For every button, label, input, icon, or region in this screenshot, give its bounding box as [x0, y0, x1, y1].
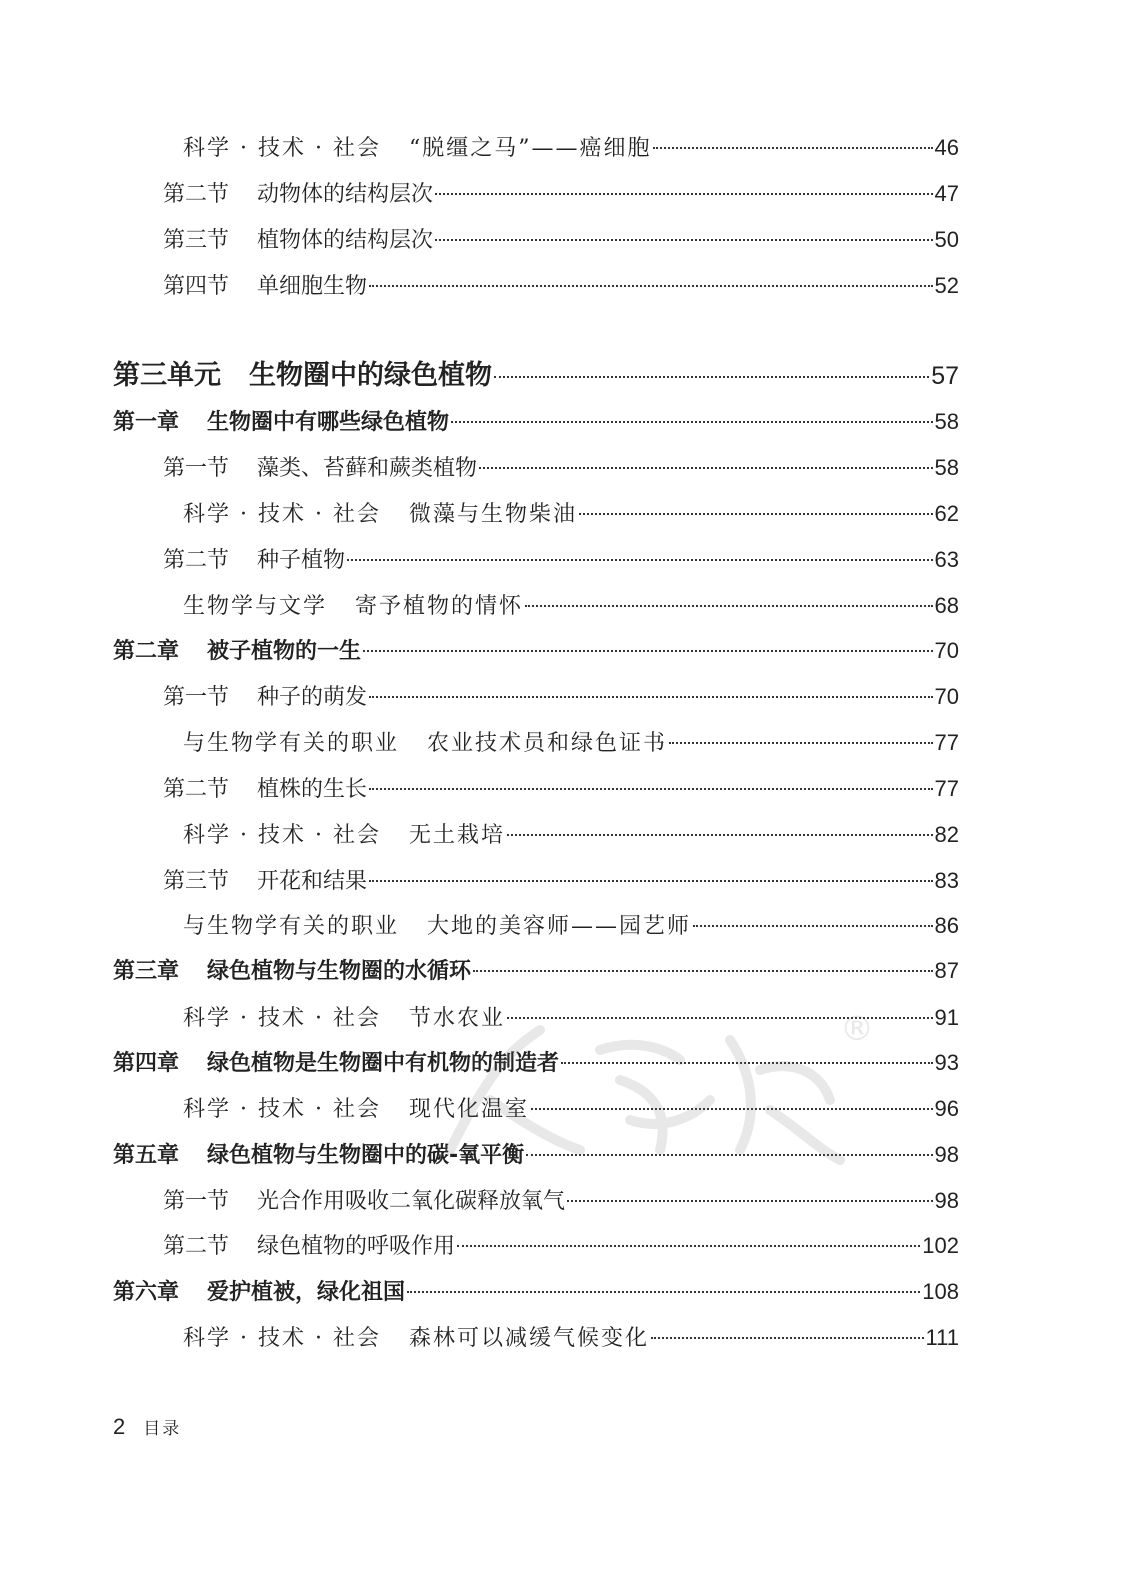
- toc-entry-page: 58: [934, 409, 959, 434]
- toc-entry-category: 科学 · 技术 · 社会: [183, 1097, 381, 1122]
- toc-entry-page: 57: [931, 362, 959, 390]
- toc-entry-title: 无土栽培: [408, 823, 505, 848]
- toc-entry-title: 爱护植被，绿化祖国: [207, 1280, 406, 1305]
- toc-entry-category: 第一节: [163, 1189, 230, 1214]
- toc-entry-title: 绿色植物与生物圈的水循环: [207, 959, 472, 984]
- dot-leader: [494, 376, 929, 378]
- toc-entry-label: [163, 1233, 455, 1261]
- toc-entry-unit: [113, 362, 959, 390]
- toc-entry-page: 91: [934, 1005, 959, 1030]
- toc-entry-category: 第一章: [113, 410, 180, 435]
- toc-entry-page: 62: [934, 501, 959, 526]
- toc-entry-label: [163, 547, 345, 575]
- toc-entry-label: [113, 409, 449, 437]
- toc-entry-label: [183, 1325, 649, 1353]
- toc-entry-page: 98: [934, 1188, 959, 1213]
- dot-leader: [407, 1291, 920, 1293]
- dot-leader: [693, 925, 932, 927]
- toc-entry-label: [163, 181, 433, 209]
- dot-leader: [653, 147, 932, 149]
- toc-entry-title: 生物圈中的绿色植物: [249, 360, 492, 391]
- toc-entry-label: [163, 455, 477, 483]
- toc-entry-chapter: [113, 637, 959, 666]
- dot-leader: [579, 513, 933, 515]
- toc-entry-title: 寄予植物的情怀: [355, 594, 524, 619]
- dot-leader: [525, 605, 932, 607]
- toc-entry-label: [163, 273, 367, 301]
- watermark-logo-icon: [430, 1009, 874, 1170]
- toc-entry-page: 70: [934, 684, 959, 709]
- toc-entry-page: 68: [934, 593, 959, 618]
- toc-entry-label: [183, 730, 667, 758]
- toc-entry-category: 第二节: [163, 182, 230, 207]
- toc-entry-category: 与生物学有关的职业: [183, 914, 400, 939]
- dot-leader: [567, 1200, 932, 1202]
- toc-entry-page: 86: [934, 913, 959, 938]
- toc-entry-section: [163, 180, 959, 209]
- dot-leader: [347, 559, 932, 561]
- toc-entry-page: 93: [934, 1050, 959, 1075]
- toc-entry-label: [163, 684, 367, 712]
- toc-entry-title: 种子植物: [257, 548, 346, 573]
- toc-entry-label: [183, 913, 691, 941]
- toc-entry-page: 102: [922, 1233, 959, 1258]
- toc-entry-feature: [183, 912, 959, 941]
- dot-leader: [479, 467, 932, 469]
- toc-entry-category: 科学 · 技术 · 社会: [183, 502, 381, 527]
- toc-entry-category: 与生物学有关的职业: [183, 731, 400, 756]
- toc-entry-title: 藻类、苔藓和蕨类植物: [257, 456, 478, 481]
- toc-entry-feature: [183, 134, 959, 163]
- toc-entry-page: 111: [925, 1325, 959, 1350]
- toc-entry-label: [163, 227, 433, 255]
- toc-entry-chapter: [113, 1278, 959, 1307]
- toc-entry-section: [163, 683, 959, 712]
- toc-entry-category: 第三节: [163, 869, 230, 894]
- dot-leader: [369, 696, 932, 698]
- toc-entry-page: 70: [934, 638, 959, 663]
- toc-entry-label: [183, 593, 523, 621]
- toc-entry-title: 现代化温室: [408, 1097, 529, 1122]
- toc-entry-title: 开花和结果: [257, 869, 368, 894]
- toc-entry-page: 50: [934, 227, 959, 252]
- toc-entry-section: [163, 1187, 959, 1216]
- toc-entry-section: [163, 867, 959, 896]
- dot-leader: [651, 1337, 924, 1339]
- page-footer: [113, 1414, 181, 1440]
- toc-entry-category: 第二节: [163, 777, 230, 802]
- dot-leader: [435, 193, 932, 195]
- toc-entry-page: 96: [934, 1096, 959, 1121]
- dot-leader: [369, 285, 932, 287]
- dot-leader: [669, 742, 932, 744]
- dot-leader: [369, 788, 932, 790]
- toc-entry-label: [113, 362, 492, 390]
- toc-entry-title: 单细胞生物: [257, 274, 368, 299]
- toc-entry-category: 第六章: [113, 1280, 180, 1305]
- toc-entry-page: 77: [934, 776, 959, 801]
- toc-entry-page: 58: [934, 455, 959, 480]
- dot-leader: [457, 1245, 920, 1247]
- toc-entry-page: 52: [934, 273, 959, 298]
- toc-entry-title: 被子植物的一生: [207, 639, 362, 664]
- toc-entry-label: [163, 776, 367, 804]
- toc-entry-label: [113, 958, 471, 986]
- footer-label: 目录: [143, 1419, 182, 1439]
- dot-leader: [473, 970, 932, 972]
- toc-entry-title: 微藻与生物柴油: [408, 502, 577, 527]
- toc-entry-label: [183, 501, 577, 529]
- toc-entry-category: 科学 · 技术 · 社会: [183, 823, 381, 848]
- dot-leader: [435, 239, 932, 241]
- toc-entry-category: 第四章: [113, 1051, 180, 1076]
- toc-entry-category: 第二章: [113, 639, 180, 664]
- toc-entry-section: [163, 546, 959, 575]
- toc-entry-label: [183, 135, 651, 163]
- toc-entry-feature: [183, 500, 959, 529]
- toc-entry-page: 82: [934, 822, 959, 847]
- toc-entry-title: 绿色植物的呼吸作用: [257, 1234, 456, 1259]
- toc-entry-title: 农业技术员和绿色证书: [427, 731, 668, 756]
- toc-entry-title: 植物体的结构层次: [257, 228, 434, 253]
- toc-entry-section: [163, 775, 959, 804]
- toc-entry-title: 种子的萌发: [257, 685, 368, 710]
- toc-entry-category: 生物学与文学: [183, 594, 328, 619]
- toc-entry-feature: [183, 821, 959, 850]
- toc-entry-category: 第三单元: [113, 360, 221, 391]
- toc-entry-category: 第三章: [113, 959, 180, 984]
- toc-entry-category: 第一节: [163, 685, 230, 710]
- dot-leader: [451, 421, 932, 423]
- toc-entry-label: [163, 1188, 565, 1216]
- toc-entry-title: 植株的生长: [257, 777, 368, 802]
- dot-leader: [363, 650, 932, 652]
- toc-entry-category: 科学 · 技术 · 社会: [183, 136, 381, 161]
- toc-entry-category: 科学 · 技术 · 社会: [183, 1326, 381, 1351]
- toc-entry-title: 大地的美容师——园艺师: [427, 914, 692, 939]
- toc-entry-label: [113, 1279, 405, 1307]
- toc-entry-feature: [183, 1324, 959, 1353]
- toc-entry-chapter: [113, 408, 959, 437]
- toc-entry-page: 63: [934, 547, 959, 572]
- toc-entry-title: 生物圈中有哪些绿色植物: [207, 410, 450, 435]
- toc-entry-title: 绿色植物是生物圈中有机物的制造者: [207, 1051, 560, 1076]
- dot-leader: [369, 880, 932, 882]
- toc-entry-feature: [183, 592, 959, 621]
- toc-entry-category: 第四节: [163, 274, 230, 299]
- toc-entry-label: [113, 638, 361, 666]
- toc-entry-section: [163, 1232, 959, 1261]
- toc-entry-page: 77: [934, 730, 959, 755]
- toc-entry-page: 87: [934, 958, 959, 983]
- toc-entry-section: [163, 226, 959, 255]
- toc-entry-label: [163, 868, 367, 896]
- registered-mark: ®: [840, 1009, 874, 1049]
- toc-entry-chapter: [113, 957, 959, 986]
- toc-entry-category: 第二节: [163, 548, 230, 573]
- toc-entry-title: 森林可以减缓气候变化: [408, 1326, 649, 1351]
- toc-entry-title: 节水农业: [408, 1006, 505, 1031]
- toc-entry-page: 47: [934, 181, 959, 206]
- toc-entry-section: [163, 454, 959, 483]
- toc-entry-title: 光合作用吸收二氧化碳释放氧气: [257, 1189, 566, 1214]
- toc-entry-feature: [183, 729, 959, 758]
- toc-entry-page: 83: [934, 868, 959, 893]
- toc-entry-category: 科学 · 技术 · 社会: [183, 1006, 381, 1031]
- toc-entry-category: 第一节: [163, 456, 230, 481]
- toc-entry-title: 动物体的结构层次: [257, 182, 434, 207]
- page-number: 2: [113, 1414, 126, 1439]
- toc-entry-page: 98: [934, 1142, 959, 1167]
- toc-entry-category: 第二节: [163, 1234, 230, 1259]
- toc-entry-title: “脱缰之马”——癌细胞: [408, 136, 652, 161]
- toc-entry-title: 绿色植物与生物圈中的碳-氧平衡: [207, 1143, 525, 1168]
- toc-entry-page: 108: [922, 1279, 959, 1304]
- publisher-watermark: [430, 1009, 874, 1170]
- toc-entry-label: [183, 822, 505, 850]
- toc-entry-category: 第三节: [163, 228, 230, 253]
- toc-entry-section: [163, 272, 959, 301]
- toc-entry-page: 46: [934, 135, 959, 160]
- toc-entry-category: 第五章: [113, 1143, 180, 1168]
- dot-leader: [507, 834, 933, 836]
